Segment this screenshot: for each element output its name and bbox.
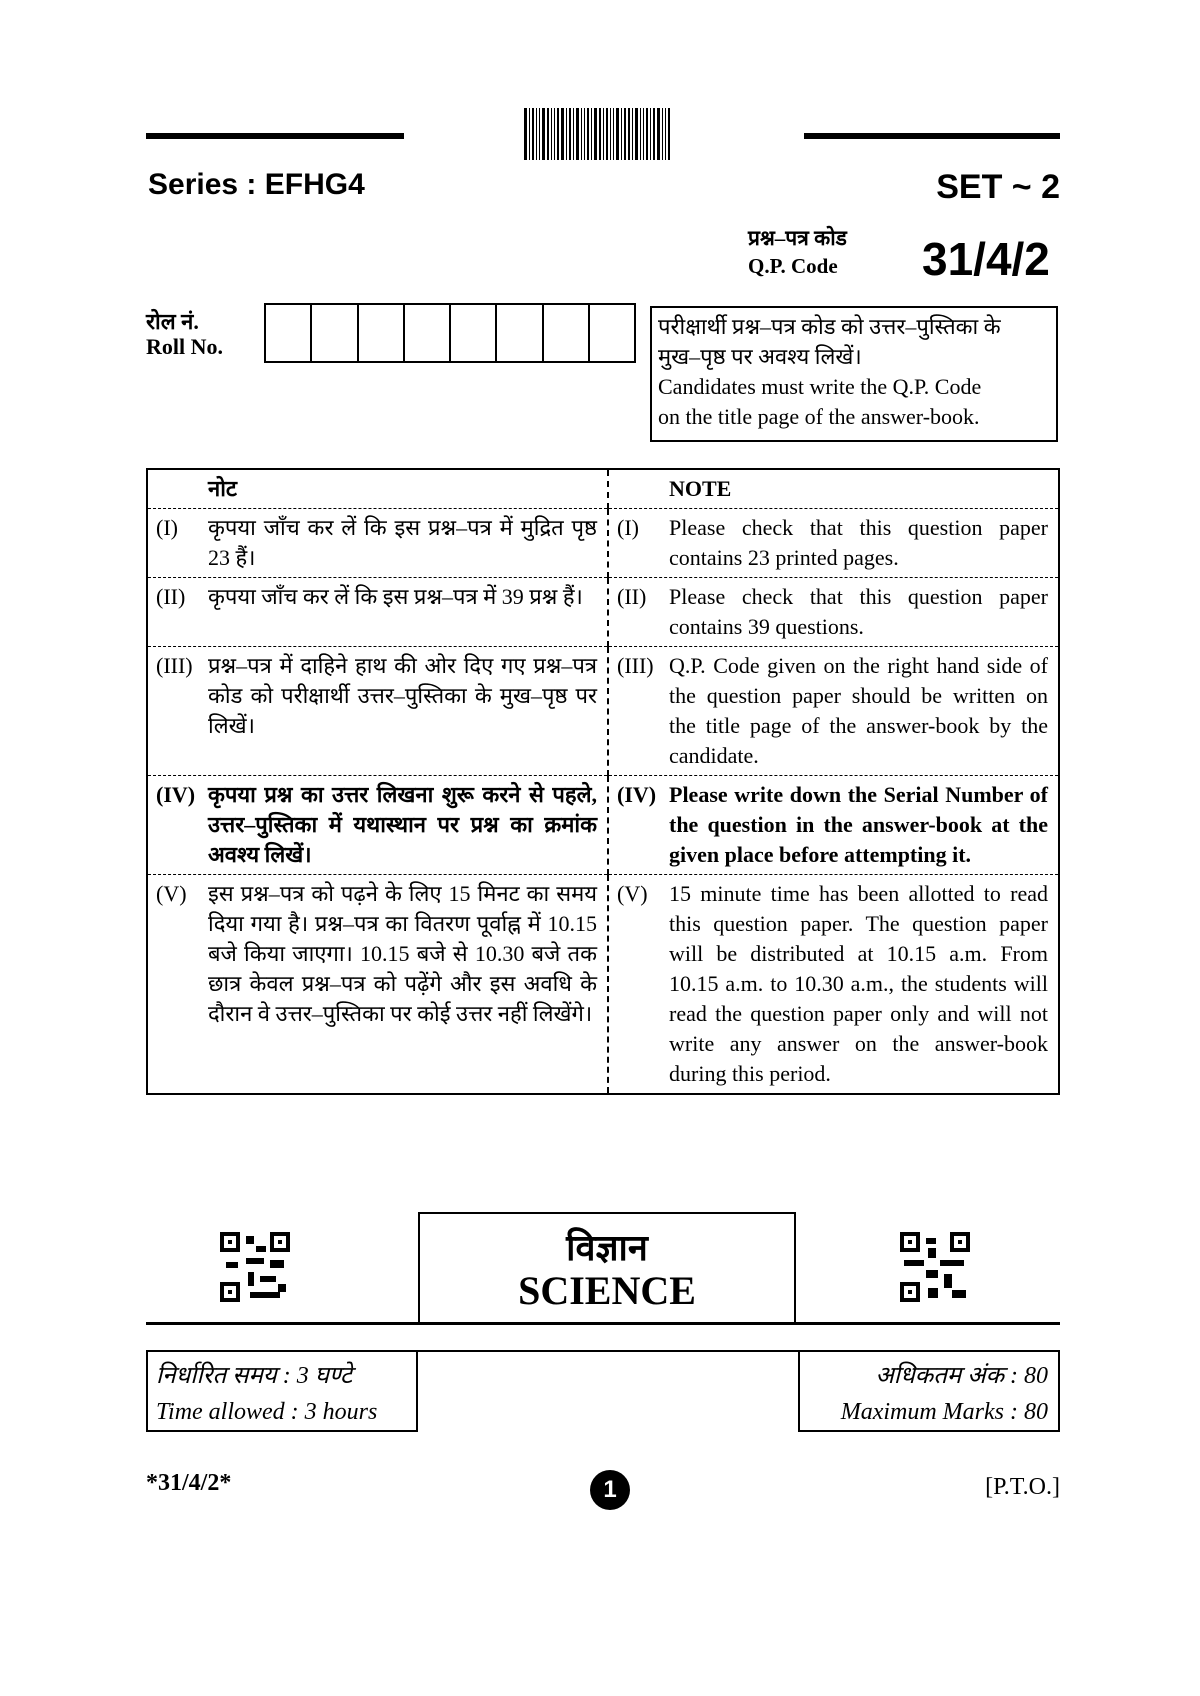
barcode-bar: [536, 108, 537, 160]
barcode-bar: [603, 108, 604, 160]
note-text-hindi: प्रश्न–पत्र में दाहिने हाथ की ओर दिए गए प्रश्न–पत्र कोड को परीक्षार्थी उत्तर–पुस्तिका के मुख–पृष्ठ पर लिखें।: [208, 653, 597, 738]
note-heading: NOTE: [669, 476, 732, 501]
note-text: Please check that this question paper contains 23 printed pages.: [669, 515, 1048, 570]
barcode-bar: [610, 108, 611, 160]
time-allowed-hindi: निर्धारित समय : 3 घण्टे: [156, 1363, 353, 1389]
barcode-bar: [643, 108, 644, 160]
roll-digit-box[interactable]: [359, 305, 405, 361]
barcode-bar: [646, 108, 648, 160]
footer-code: *31/4/2*: [146, 1470, 232, 1496]
barcode-bar: [566, 108, 567, 160]
divider-rule: [146, 1322, 1060, 1325]
roll-digit-box[interactable]: [312, 305, 358, 361]
barcode-bar: [557, 108, 559, 160]
barcode-bar: [547, 108, 549, 160]
barcode-bar: [587, 108, 589, 160]
time-allowed-box: [146, 1350, 418, 1432]
barcode-bar: [632, 108, 633, 160]
barcode-bar: [569, 108, 571, 160]
note-text-hindi: इस प्रश्न–पत्र को पढ़ने के लिए 15 मिनट का समय दिया गया है। प्रश्न–पत्र का वितरण पूर्वाह्न में 10.15 बजे किया जाएगा। 10.15 बजे से 10.30 बजे तक छात्र केवल प्रश्न–पत्र को पढ़ेंगे और इस अवधि के दौरान वे उत्तर–पुस्तिका पर कोई उत्तर नहीं लिखेंगे।: [208, 881, 597, 1026]
note-number: (III): [156, 653, 193, 678]
barcode-bar: [613, 108, 614, 160]
barcode-bar: [573, 108, 574, 160]
maximum-marks-hindi: अधिकतम अंक : 80: [875, 1363, 1048, 1389]
roll-digit-box[interactable]: [266, 305, 312, 361]
note-number: (III): [617, 653, 654, 678]
barcode-bar: [665, 108, 666, 160]
note-heading-hindi: नोट: [208, 476, 237, 501]
barcode-bar: [524, 108, 527, 160]
time-allowed: Time allowed : 3 hours: [156, 1399, 378, 1425]
note-text-hindi: कृपया प्रश्न का उत्तर लिखना शुरू करने से पहले, उत्तर–पुस्तिका में यथास्थान पर प्रश्न का क्रमांक अवश्य लिखें।: [208, 782, 597, 867]
barcode-bar: [653, 108, 655, 160]
barcode: [524, 108, 690, 160]
roll-label-hindi: रोल नं.: [146, 309, 199, 334]
qp-code-label: Q.P. Code: [748, 254, 838, 278]
pto-label: [P.T.O.]: [985, 1474, 1060, 1500]
barcode-bar: [621, 108, 622, 160]
series-label: Series : EFHG4: [148, 168, 365, 201]
barcode-bar: [657, 108, 660, 160]
barcode-bar: [640, 108, 641, 160]
note-number: (I): [617, 515, 639, 540]
qr-code-icon: [900, 1232, 970, 1302]
instruction-line: on the title page of the answer-book.: [658, 404, 980, 429]
instruction-line: मुख–पृष्ठ पर अवश्य लिखें।: [658, 344, 862, 369]
maximum-marks-box: [798, 1350, 1060, 1432]
roll-digit-box[interactable]: [405, 305, 451, 361]
note-number: (I): [156, 515, 178, 540]
barcode-bar: [635, 108, 638, 160]
note-number: (V): [617, 881, 648, 906]
page-number: 1: [590, 1470, 630, 1510]
note-text-hindi: कृपया जाँच कर लें कि इस प्रश्न–पत्र में मुद्रित पृष्ठ 23 हैं।: [208, 515, 597, 570]
qp-code: 31/4/2: [922, 233, 1050, 285]
qp-code-instruction-box: [650, 306, 1058, 442]
barcode-bar: [606, 108, 608, 160]
barcode-bar: [529, 108, 530, 160]
note-text: Please write down the Serial Number of the question in the answer-book at the given place before attempting it.: [669, 782, 1048, 867]
note-table: [146, 468, 1060, 1095]
note-text: Q.P. Code given on the right hand side of the question paper should be written on the title page of the answer-book by the candidate.: [669, 653, 1048, 768]
barcode-bar: [584, 108, 585, 160]
note-number: (II): [617, 584, 647, 609]
roll-digit-box[interactable]: [590, 305, 634, 361]
instruction-line: परीक्षार्थी प्रश्न–पत्र कोड को उत्तर–पुस्तिका के: [658, 314, 1001, 339]
barcode-bar: [542, 108, 545, 160]
divider-line: [418, 1350, 798, 1352]
maximum-marks: Maximum Marks : 80: [840, 1399, 1048, 1425]
barcode-bar: [576, 108, 579, 160]
subject-hindi: विज्ञान: [566, 1228, 648, 1268]
note-row: [147, 509, 1059, 578]
barcode-bar: [628, 108, 630, 160]
barcode-bar: [599, 108, 601, 160]
qr-code-icon: [220, 1232, 290, 1302]
barcode-bar: [624, 108, 626, 160]
note-text: Please check that this question paper contains 39 questions.: [669, 584, 1048, 639]
note-number: (IV): [156, 782, 196, 807]
note-text-hindi: कृपया जाँच कर लें कि इस प्रश्न–पत्र में 39 प्रश्न हैं।: [208, 584, 583, 609]
barcode-bar: [539, 108, 540, 160]
note-number: (V): [156, 881, 187, 906]
barcode-bar: [532, 108, 534, 160]
note-text: 15 minute time has been allotted to read this question paper. The question paper will be distributed at 10.15 a.m. From 10.15 a.m. to 10.30 a.m., the students will read the question paper only and will not write any answer on the answer-book during this period.: [669, 881, 1048, 1086]
note-number: (II): [156, 584, 186, 609]
subject-box: [418, 1212, 796, 1322]
roll-label: Roll No.: [146, 334, 223, 359]
note-row: [147, 578, 1059, 647]
note-row: [147, 776, 1059, 875]
barcode-bar: [581, 108, 582, 160]
barcode-bar: [561, 108, 564, 160]
note-row: [147, 647, 1059, 776]
roll-digit-box[interactable]: [544, 305, 590, 361]
subject-title: SCIENCE: [518, 1268, 696, 1313]
instruction-line: Candidates must write the Q.P. Code: [658, 374, 982, 399]
note-row: [147, 875, 1059, 1095]
top-left-rule: [146, 133, 404, 139]
barcode-bar: [591, 108, 592, 160]
qp-code-label-hindi: प्रश्न–पत्र कोड: [748, 226, 847, 250]
roll-digit-box[interactable]: [497, 305, 543, 361]
barcode-bar: [594, 108, 597, 160]
barcode-bar: [554, 108, 555, 160]
note-header-row: [147, 469, 1059, 509]
note-number: (IV): [617, 782, 657, 807]
set-label: SET ~ 2: [936, 168, 1060, 206]
roll-number-boxes[interactable]: [264, 303, 636, 363]
barcode-bar: [616, 108, 619, 160]
roll-digit-box[interactable]: [451, 305, 497, 361]
barcode-bar: [551, 108, 552, 160]
barcode-bar: [662, 108, 663, 160]
top-right-rule: [804, 133, 1060, 139]
barcode-bar: [668, 108, 670, 160]
barcode-bar: [650, 108, 651, 160]
